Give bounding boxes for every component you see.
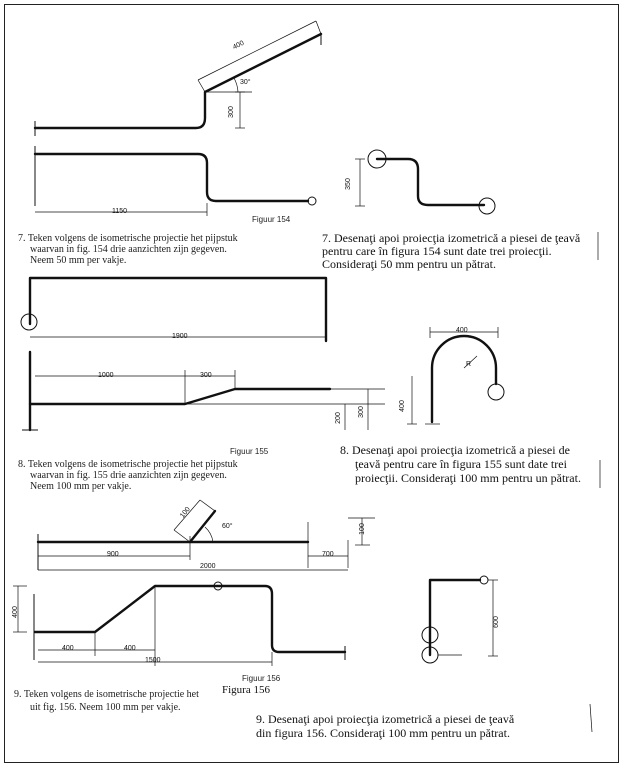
dim-label: 300 [227, 106, 235, 118]
dim-label: 400 [398, 400, 406, 412]
exercise-7-nl: Neem 50 mm per vakje. [30, 255, 127, 266]
dim-label: 400 [231, 39, 246, 52]
dim-label: 100 [358, 523, 366, 535]
dim-label: 300 [200, 372, 212, 379]
fig156-isometric [422, 576, 498, 663]
dim-label: 300 [357, 406, 365, 418]
margin-mark [590, 704, 592, 732]
figure-caption: Figuur 154 [252, 215, 291, 224]
exercise-7-ro: pentru care în figura 154 sunt date trei proiecţii. [322, 244, 552, 258]
dim-label: 1150 [112, 208, 128, 215]
dim-label: 1500 [145, 657, 161, 664]
exercise-8-ro: proiecţii. Consideraţi 100 mm pentru un pătrat. [355, 471, 581, 485]
dim-label: 200 [334, 412, 342, 424]
dim-label: 400 [11, 606, 19, 618]
dim-label: 400 [62, 645, 74, 652]
exercise-8-nl: 8. Teken volgens de isometrische projectie het pijpstuk [18, 459, 238, 470]
exercise-8-ro: 8. Desenaţi apoi proiecţia izometrică a piesei de [340, 443, 570, 457]
exercise-8-ro: ţeavă pentru care în figura 155 sunt date trei [355, 457, 567, 471]
dim-label: 60° [222, 523, 233, 530]
figure-caption-ro: Figura 156 [222, 684, 270, 696]
exercise-9-nl: 9. Teken volgens de isometrische projectie het [14, 689, 199, 700]
dim-label: 700 [322, 551, 334, 558]
exercise-7-nl: 7. Teken volgens de isometrische projectie het pijpstuk [18, 233, 238, 244]
exercise-8-nl: Neem 100 mm per vakje. [30, 481, 132, 492]
dim-label: 2000 [200, 563, 216, 570]
figure-caption: Figuur 156 [242, 674, 281, 683]
dim-label: 30° [240, 79, 251, 86]
dim-label: 600 [492, 616, 500, 628]
dim-label: 400 [456, 327, 468, 334]
dim-label: 1000 [98, 372, 114, 379]
exercise-8-nl: waarvan in fig. 155 drie aanzichten zijn gegeven. [30, 470, 227, 481]
dim-label: 350 [344, 178, 352, 190]
dim-label: 400 [124, 645, 136, 652]
dim-label: 900 [107, 551, 119, 558]
exercise-7-ro: Consideraţi 50 mm pentru un pătrat. [322, 257, 496, 271]
fig154-isometric [355, 150, 495, 214]
dim-label: 1900 [172, 333, 188, 340]
exercise-7-ro: 7. Desenaţi apoi proiecţia izometrică a piesei de ţeavă [322, 231, 581, 245]
exercise-7-nl: waarvan in fig. 154 drie aanzichten zijn gegeven. [30, 244, 227, 255]
dim-label: 100 [179, 505, 192, 520]
exercise-9-ro: din figura 156. Consideraţi 100 mm pentru un pătrat. [256, 726, 510, 740]
figure-caption: Figuur 155 [230, 447, 269, 456]
fig155-isometric [407, 327, 504, 424]
fig154-top-view [35, 21, 321, 136]
fig155-front-view [22, 352, 385, 430]
exercise-9-nl: uit fig. 156. Neem 100 mm per vakje. [30, 702, 181, 713]
exercise-9-ro: 9. Desenaţi apoi proiecţia izometrică a piesei de ţeavă [256, 712, 515, 726]
dim-label: R [466, 361, 472, 368]
fig154-front-view [35, 146, 316, 216]
